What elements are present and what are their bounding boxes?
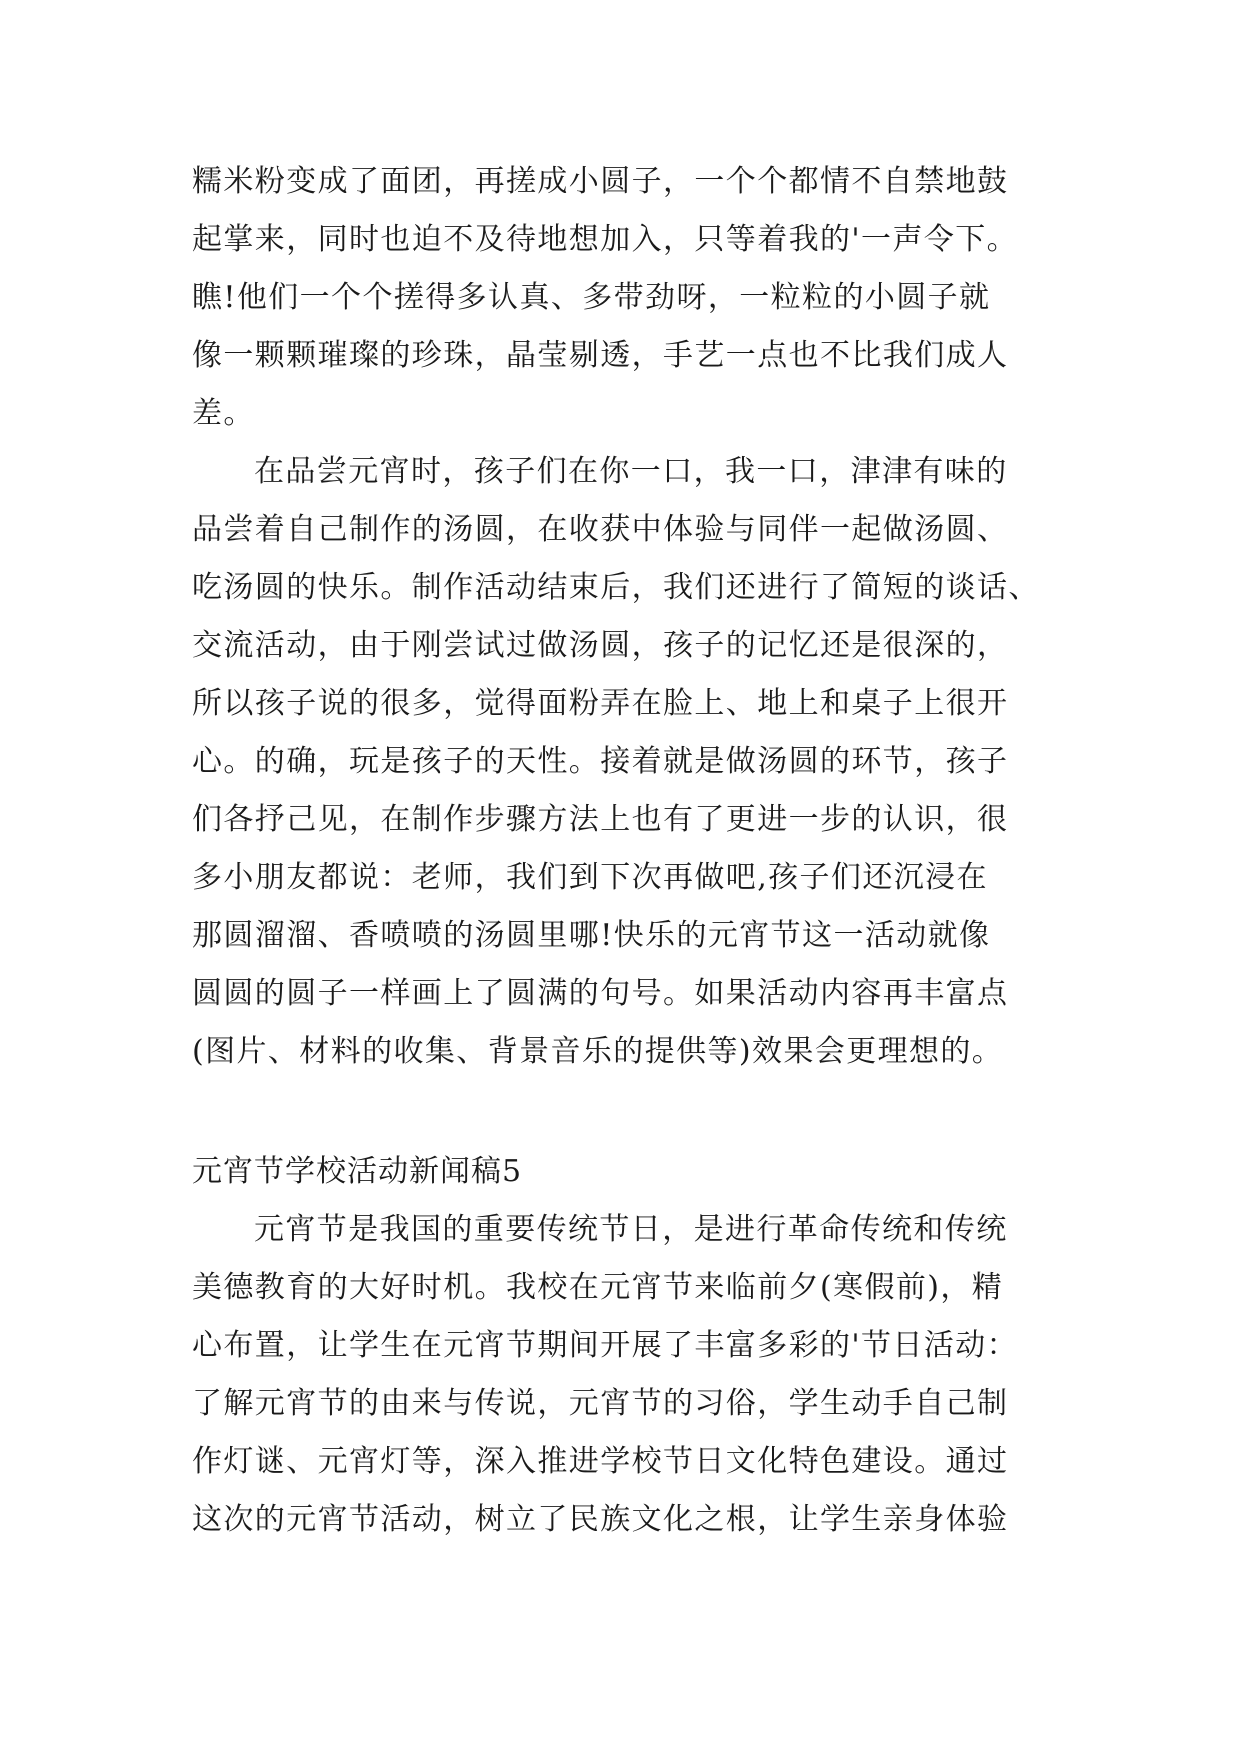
text-line: 心布置，让学生在元宵节期间开展了丰富多彩的'节日活动：	[192, 1328, 1019, 1363]
text-line: (图片、材料的收集、背景音乐的提供等)效果会更理想的。	[192, 1034, 1004, 1069]
text-line: 那圆溜溜、香喷喷的汤圆里哪!快乐的元宵节这一活动就像	[192, 918, 991, 953]
text-line: 差。	[192, 396, 255, 431]
text-line: 交流活动，由于刚尝试过做汤圆，孩子的记忆还是很深的，	[192, 628, 1009, 663]
text-line: 品尝着自己制作的汤圆，在收获中体验与同伴一起做汤圆、	[192, 512, 1009, 547]
text-line: 糯米粉变成了面团，再搓成小圆子，一个个都情不自禁地鼓	[192, 164, 1009, 199]
text-line: 心。的确，玩是孩子的天性。接着就是做汤圆的环节，孩子	[192, 744, 1009, 779]
section-heading: 元宵节学校活动新闻稿5	[192, 1154, 523, 1189]
text-line: 元宵节是我国的重要传统节日，是进行革命传统和传统	[254, 1212, 1008, 1247]
text-line: 多小朋友都说：老师，我们到下次再做吧,孩子们还沉浸在	[192, 860, 988, 895]
text-line: 起掌来，同时也迫不及待地想加入，只等着我的'一声令下。	[192, 222, 1019, 257]
text-line: 们各抒己见，在制作步骤方法上也有了更进一步的认识，很	[192, 802, 1009, 837]
text-line: 美德教育的大好时机。我校在元宵节来临前夕(寒假前)，精	[192, 1270, 1004, 1305]
text-line: 瞧!他们一个个搓得多认真、多带劲呀，一粒粒的小圆子就	[192, 280, 991, 315]
text-line: 了解元宵节的由来与传说，元宵节的习俗，学生动手自己制	[192, 1386, 1009, 1421]
text-line: 像一颗颗璀璨的珍珠，晶莹剔透，手艺一点也不比我们成人	[192, 338, 1009, 373]
text-line: 作灯谜、元宵灯等，深入推进学校节日文化特色建设。通过	[192, 1444, 1009, 1479]
text-line: 这次的元宵节活动，树立了民族文化之根，让学生亲身体验	[192, 1502, 1009, 1537]
text-line: 吃汤圆的快乐。制作活动结束后，我们还进行了简短的谈话、	[192, 570, 1040, 605]
text-line: 圆圆的圆子一样画上了圆满的句号。如果活动内容再丰富点	[192, 976, 1009, 1011]
text-line: 在品尝元宵时，孩子们在你一口，我一口，津津有味的	[254, 454, 1008, 489]
text-line: 所以孩子说的很多，觉得面粉弄在脸上、地上和桌子上很开	[192, 686, 1009, 721]
